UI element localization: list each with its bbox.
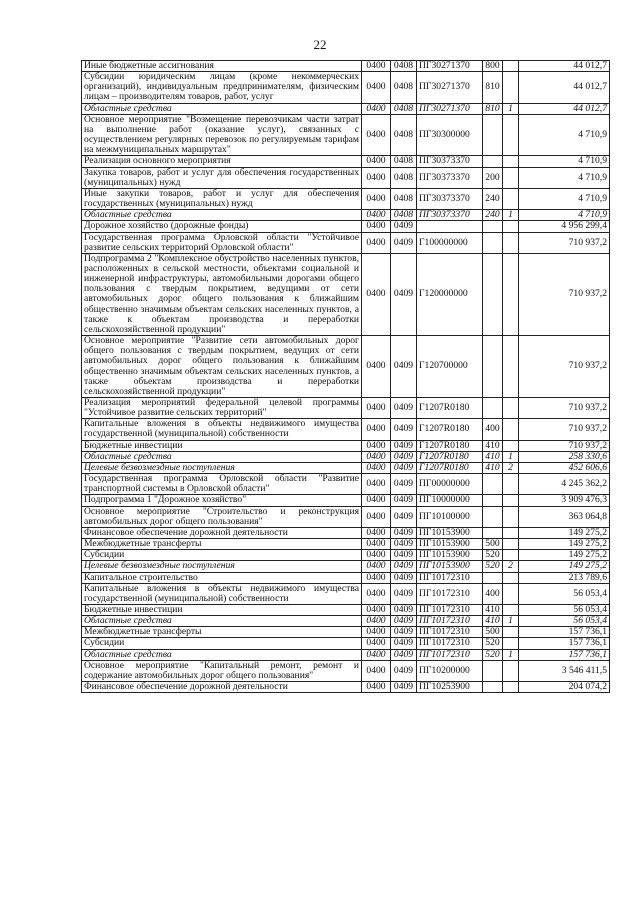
amount-cell: 157 736,1 — [519, 649, 610, 660]
expense-type-cell — [483, 474, 503, 495]
target-article-cell: Г1207R0180 — [417, 398, 483, 419]
expense-type-cell: 520 — [483, 649, 503, 660]
table-row — [82, 616, 610, 627]
target-article-cell: ПГ10100000 — [417, 506, 483, 527]
expense-type-cell — [483, 232, 503, 253]
amount-cell: 258 330,6 — [519, 451, 610, 462]
subsection-code-cell: 0409 — [391, 583, 417, 604]
section-code-cell: 0400 — [362, 583, 391, 604]
amount-cell: 4 710,9 — [519, 114, 610, 156]
section-code-cell: 0400 — [362, 527, 391, 538]
item-name-cell: Областные средства — [82, 451, 362, 462]
subsection-code-cell: 0409 — [391, 649, 417, 660]
subsection-code-cell: 0408 — [391, 114, 417, 156]
funding-source-cell — [503, 495, 519, 506]
funding-source-cell — [503, 604, 519, 615]
expense-type-cell — [483, 527, 503, 538]
table-row — [82, 61, 610, 72]
item-name-cell: Целевые безвозмездные поступления — [82, 561, 362, 572]
item-name-cell: Капитальное строительство — [82, 572, 362, 583]
expense-type-cell — [483, 114, 503, 156]
table-row — [82, 336, 610, 398]
expense-type-cell: 410 — [483, 462, 503, 473]
subsection-code-cell: 0409 — [391, 682, 417, 693]
item-name-cell: Областные средства — [82, 103, 362, 114]
funding-source-cell — [503, 440, 519, 451]
subsection-code-cell: 0409 — [391, 398, 417, 419]
target-article-cell: ПГ30271370 — [417, 61, 483, 72]
amount-cell: 3 909 476,3 — [519, 495, 610, 506]
subsection-code-cell: 0409 — [391, 495, 417, 506]
funding-source-cell — [503, 506, 519, 527]
section-code-cell: 0400 — [362, 221, 391, 232]
section-code-cell: 0400 — [362, 156, 391, 167]
subsection-code-cell: 0409 — [391, 232, 417, 253]
section-code-cell: 0400 — [362, 114, 391, 156]
item-name-cell: Основное мероприятие "Строительство и реконструкция автомобильных дорог общего пользования" — [82, 506, 362, 527]
item-name-cell: Основное мероприятие "Развитие сети автомобильных дорог общего пользования с твердым покрытием, ведущих от сети автомобильных дорог общего пользования к ближайшим общественно значимым объектам сельских населенных пунктов, а также объектам производства и переработки сельскохозяйственной продукции" — [82, 336, 362, 398]
subsection-code-cell: 0409 — [391, 451, 417, 462]
budget-table-body — [82, 61, 610, 693]
expense-type-cell: 240 — [483, 210, 503, 221]
subsection-code-cell: 0408 — [391, 61, 417, 72]
funding-source-cell — [503, 419, 519, 440]
item-name-cell: Межбюджетные трансферты — [82, 539, 362, 550]
amount-cell: 4 245 362,2 — [519, 474, 610, 495]
amount-cell: 149 275,2 — [519, 527, 610, 538]
subsection-code-cell: 0409 — [391, 419, 417, 440]
target-article-cell: Г1207R0180 — [417, 451, 483, 462]
table-row — [82, 451, 610, 462]
subsection-code-cell: 0409 — [391, 253, 417, 335]
amount-cell: 44 012,7 — [519, 61, 610, 72]
subsection-code-cell: 0409 — [391, 561, 417, 572]
funding-source-cell — [503, 527, 519, 538]
section-code-cell: 0400 — [362, 232, 391, 253]
expense-type-cell: 200 — [483, 167, 503, 188]
table-row — [82, 474, 610, 495]
amount-cell: 4 710,9 — [519, 188, 610, 209]
expense-type-cell: 520 — [483, 550, 503, 561]
item-name-cell: Подпрограмма 2 "Комплексное обустройство населенных пунктов, расположенных в сельской местности, объектами социальной и инженерной инфраструктуры, автомобильными дорогами общего пользования с твердым покрытием, ведущими от сети автомобильных дорог общего пользования к ближайшим общественно значимым объектам сельских населенных пунктов, а также к объектам производства и переработки сельскохозяйственной продукции" — [82, 253, 362, 335]
amount-cell: 4 710,9 — [519, 156, 610, 167]
subsection-code-cell: 0408 — [391, 72, 417, 103]
table-row — [82, 539, 610, 550]
target-article-cell: ПГ30300000 — [417, 114, 483, 156]
amount-cell: 44 012,7 — [519, 72, 610, 103]
section-code-cell: 0400 — [362, 253, 391, 335]
amount-cell: 452 606,6 — [519, 462, 610, 473]
funding-source-cell — [503, 156, 519, 167]
section-code-cell: 0400 — [362, 572, 391, 583]
target-article-cell: ПГ00000000 — [417, 474, 483, 495]
item-name-cell: Реализация мероприятий федеральной целевой программы "Устойчивое развитие сельских территорий" — [82, 398, 362, 419]
item-name-cell: Закупка товаров, работ и услуг для обеспечения государственных (муниципальных) нужд — [82, 167, 362, 188]
amount-cell: 213 789,6 — [519, 572, 610, 583]
target-article-cell: ПГ30373370 — [417, 210, 483, 221]
table-row — [82, 221, 610, 232]
expense-type-cell — [483, 336, 503, 398]
table-row — [82, 638, 610, 649]
funding-source-cell — [503, 167, 519, 188]
table-row — [82, 462, 610, 473]
subsection-code-cell: 0409 — [391, 572, 417, 583]
expense-type-cell: 810 — [483, 103, 503, 114]
funding-source-cell — [503, 221, 519, 232]
target-article-cell: ПГ10172310 — [417, 572, 483, 583]
funding-source-cell: 1 — [503, 451, 519, 462]
section-code-cell: 0400 — [362, 210, 391, 221]
budget-table — [81, 60, 610, 693]
item-name-cell: Субсидии — [82, 550, 362, 561]
item-name-cell: Субсидии — [82, 638, 362, 649]
item-name-cell: Иные бюджетные ассигнования — [82, 61, 362, 72]
section-code-cell: 0400 — [362, 495, 391, 506]
section-code-cell: 0400 — [362, 660, 391, 681]
section-code-cell: 0400 — [362, 627, 391, 638]
item-name-cell: Бюджетные инвестиции — [82, 440, 362, 451]
amount-cell: 710 937,2 — [519, 398, 610, 419]
expense-type-cell: 400 — [483, 583, 503, 604]
item-name-cell: Областные средства — [82, 616, 362, 627]
item-name-cell: Капитальные вложения в объекты недвижимого имущества государственной (муниципальной) собственности — [82, 583, 362, 604]
table-row — [82, 156, 610, 167]
expense-type-cell — [483, 156, 503, 167]
item-name-cell: Капитальные вложения в объекты недвижимого имущества государственной (муниципальной) собственности — [82, 419, 362, 440]
funding-source-cell — [503, 627, 519, 638]
target-article-cell: ПГ30271370 — [417, 103, 483, 114]
table-row — [82, 103, 610, 114]
funding-source-cell — [503, 114, 519, 156]
section-code-cell: 0400 — [362, 61, 391, 72]
table-row — [82, 167, 610, 188]
target-article-cell: Г1207R0180 — [417, 462, 483, 473]
expense-type-cell: 410 — [483, 451, 503, 462]
funding-source-cell: 1 — [503, 103, 519, 114]
amount-cell: 44 012,7 — [519, 103, 610, 114]
target-article-cell: ПГ10000000 — [417, 495, 483, 506]
section-code-cell: 0400 — [362, 561, 391, 572]
funding-source-cell — [503, 572, 519, 583]
expense-type-cell: 400 — [483, 419, 503, 440]
item-name-cell: Государственная программа Орловской области "Развитие транспортной системы в Орловской области" — [82, 474, 362, 495]
expense-type-cell: 500 — [483, 627, 503, 638]
subsection-code-cell: 0409 — [391, 462, 417, 473]
funding-source-cell — [503, 583, 519, 604]
funding-source-cell — [503, 253, 519, 335]
table-row — [82, 210, 610, 221]
expense-type-cell: 520 — [483, 561, 503, 572]
table-row — [82, 114, 610, 156]
section-code-cell: 0400 — [362, 649, 391, 660]
amount-cell: 710 937,2 — [519, 253, 610, 335]
page-number: 22 — [313, 37, 327, 52]
target-article-cell: ПГ10172310 — [417, 616, 483, 627]
subsection-code-cell: 0409 — [391, 527, 417, 538]
expense-type-cell — [483, 253, 503, 335]
target-article-cell: ПГ10153900 — [417, 539, 483, 550]
table-row — [82, 232, 610, 253]
table-row — [82, 604, 610, 615]
item-name-cell: Иные закупки товаров, работ и услуг для обеспечения государственных (муниципальных) нужд — [82, 188, 362, 209]
table-row — [82, 682, 610, 693]
funding-source-cell — [503, 61, 519, 72]
section-code-cell: 0400 — [362, 103, 391, 114]
amount-cell: 710 937,2 — [519, 232, 610, 253]
target-article-cell: ПГ30373370 — [417, 188, 483, 209]
section-code-cell: 0400 — [362, 72, 391, 103]
funding-source-cell — [503, 660, 519, 681]
item-name-cell: Основное мероприятие "Капитальный ремонт, ремонт и содержание автомобильных дорог общего пользования" — [82, 660, 362, 681]
section-code-cell: 0400 — [362, 474, 391, 495]
subsection-code-cell: 0408 — [391, 167, 417, 188]
amount-cell: 710 937,2 — [519, 419, 610, 440]
expense-type-cell: 520 — [483, 638, 503, 649]
item-name-cell: Государственная программа Орловской области "Устойчивое развитие сельских территорий Орловской области" — [82, 232, 362, 253]
subsection-code-cell: 0408 — [391, 103, 417, 114]
funding-source-cell — [503, 232, 519, 253]
expense-type-cell — [483, 221, 503, 232]
target-article-cell: ПГ30373370 — [417, 167, 483, 188]
amount-cell: 710 937,2 — [519, 440, 610, 451]
funding-source-cell — [503, 539, 519, 550]
amount-cell: 149 275,2 — [519, 539, 610, 550]
table-row — [82, 561, 610, 572]
amount-cell: 4 956 299,4 — [519, 221, 610, 232]
section-code-cell: 0400 — [362, 604, 391, 615]
expense-type-cell — [483, 495, 503, 506]
section-code-cell: 0400 — [362, 616, 391, 627]
item-name-cell: Целевые безвозмездные поступления — [82, 462, 362, 473]
target-article-cell: ПГ10172310 — [417, 638, 483, 649]
target-article-cell: ПГ30373370 — [417, 156, 483, 167]
expense-type-cell: 410 — [483, 440, 503, 451]
item-name-cell: Финансовое обеспечение дорожной деятельности — [82, 527, 362, 538]
amount-cell: 3 546 411,5 — [519, 660, 610, 681]
subsection-code-cell: 0409 — [391, 550, 417, 561]
table-row — [82, 527, 610, 538]
target-article-cell: Г100000000 — [417, 232, 483, 253]
subsection-code-cell: 0408 — [391, 156, 417, 167]
subsection-code-cell: 0409 — [391, 221, 417, 232]
funding-source-cell — [503, 188, 519, 209]
table-row — [82, 419, 610, 440]
table-row — [82, 398, 610, 419]
expense-type-cell: 800 — [483, 61, 503, 72]
amount-cell: 56 053,4 — [519, 616, 610, 627]
amount-cell: 157 736,1 — [519, 638, 610, 649]
table-row — [82, 660, 610, 681]
table-row — [82, 72, 610, 103]
section-code-cell: 0400 — [362, 167, 391, 188]
expense-type-cell — [483, 506, 503, 527]
item-name-cell: Финансовое обеспечение дорожной деятельности — [82, 682, 362, 693]
item-name-cell: Подпрограмма 1 "Дорожное хозяйство" — [82, 495, 362, 506]
subsection-code-cell: 0409 — [391, 336, 417, 398]
target-article-cell: ПГ10253900 — [417, 682, 483, 693]
section-code-cell: 0400 — [362, 682, 391, 693]
funding-source-cell — [503, 336, 519, 398]
amount-cell: 204 074,2 — [519, 682, 610, 693]
amount-cell: 4 710,9 — [519, 167, 610, 188]
target-article-cell: ПГ10172310 — [417, 604, 483, 615]
section-code-cell: 0400 — [362, 550, 391, 561]
expense-type-cell: 410 — [483, 604, 503, 615]
funding-source-cell — [503, 638, 519, 649]
table-row — [82, 550, 610, 561]
expense-type-cell — [483, 660, 503, 681]
section-code-cell: 0400 — [362, 188, 391, 209]
funding-source-cell: 1 — [503, 210, 519, 221]
section-code-cell: 0400 — [362, 462, 391, 473]
subsection-code-cell: 0409 — [391, 627, 417, 638]
target-article-cell: ПГ10153900 — [417, 550, 483, 561]
amount-cell: 149 275,2 — [519, 550, 610, 561]
expense-type-cell — [483, 398, 503, 419]
section-code-cell: 0400 — [362, 451, 391, 462]
funding-source-cell — [503, 72, 519, 103]
table-row — [82, 649, 610, 660]
item-name-cell: Областные средства — [82, 649, 362, 660]
amount-cell: 363 064,8 — [519, 506, 610, 527]
subsection-code-cell: 0409 — [391, 638, 417, 649]
funding-source-cell: 1 — [503, 616, 519, 627]
subsection-code-cell: 0409 — [391, 506, 417, 527]
target-article-cell: Г1207R0180 — [417, 419, 483, 440]
subsection-code-cell: 0408 — [391, 188, 417, 209]
item-name-cell: Субсидии юридическим лицам (кроме некоммерческих организаций), индивидуальным предпринимателям, физическим лицам – производителям товаров, работ, услуг — [82, 72, 362, 103]
target-article-cell: Г1207R0180 — [417, 440, 483, 451]
table-row — [82, 506, 610, 527]
table-row — [82, 495, 610, 506]
target-article-cell — [417, 221, 483, 232]
item-name-cell: Межбюджетные трансферты — [82, 627, 362, 638]
amount-cell: 157 736,1 — [519, 627, 610, 638]
subsection-code-cell: 0409 — [391, 474, 417, 495]
target-article-cell: Г120000000 — [417, 253, 483, 335]
table-row — [82, 627, 610, 638]
item-name-cell: Бюджетные инвестиции — [82, 604, 362, 615]
table-row — [82, 440, 610, 451]
section-code-cell: 0400 — [362, 336, 391, 398]
target-article-cell: ПГ30271370 — [417, 72, 483, 103]
target-article-cell: Г120700000 — [417, 336, 483, 398]
target-article-cell: ПГ10153900 — [417, 561, 483, 572]
expense-type-cell: 500 — [483, 539, 503, 550]
item-name-cell: Реализация основного мероприятия — [82, 156, 362, 167]
subsection-code-cell: 0409 — [391, 604, 417, 615]
funding-source-cell: 1 — [503, 649, 519, 660]
item-name-cell: Областные средства — [82, 210, 362, 221]
section-code-cell: 0400 — [362, 398, 391, 419]
section-code-cell: 0400 — [362, 506, 391, 527]
target-article-cell: ПГ10172310 — [417, 627, 483, 638]
funding-source-cell: 2 — [503, 462, 519, 473]
subsection-code-cell: 0409 — [391, 660, 417, 681]
funding-source-cell — [503, 474, 519, 495]
section-code-cell: 0400 — [362, 638, 391, 649]
expense-type-cell — [483, 572, 503, 583]
expense-type-cell: 240 — [483, 188, 503, 209]
subsection-code-cell: 0409 — [391, 440, 417, 451]
table-row — [82, 188, 610, 209]
item-name-cell: Основное мероприятие "Возмещение перевозчикам части затрат на выполнение работ (оказание услуг), связанных с осуществлением регулярных перевозок по регулируемым тарифам на межмуниципальных маршрутах" — [82, 114, 362, 156]
target-article-cell: ПГ10153900 — [417, 527, 483, 538]
funding-source-cell — [503, 550, 519, 561]
section-code-cell: 0400 — [362, 440, 391, 451]
section-code-cell: 0400 — [362, 539, 391, 550]
table-row — [82, 572, 610, 583]
funding-source-cell: 2 — [503, 561, 519, 572]
subsection-code-cell: 0409 — [391, 539, 417, 550]
target-article-cell: ПГ10172310 — [417, 583, 483, 604]
expense-type-cell: 410 — [483, 616, 503, 627]
subsection-code-cell: 0409 — [391, 616, 417, 627]
amount-cell: 56 053,4 — [519, 604, 610, 615]
item-name-cell: Дорожное хозяйство (дорожные фонды) — [82, 221, 362, 232]
subsection-code-cell: 0408 — [391, 210, 417, 221]
target-article-cell: ПГ10172310 — [417, 649, 483, 660]
amount-cell: 710 937,2 — [519, 336, 610, 398]
expense-type-cell: 810 — [483, 72, 503, 103]
table-row — [82, 253, 610, 335]
funding-source-cell — [503, 398, 519, 419]
section-code-cell: 0400 — [362, 419, 391, 440]
amount-cell: 149 275,2 — [519, 561, 610, 572]
expense-type-cell — [483, 682, 503, 693]
amount-cell: 4 710,9 — [519, 210, 610, 221]
funding-source-cell — [503, 682, 519, 693]
table-row — [82, 583, 610, 604]
target-article-cell: ПГ10200000 — [417, 660, 483, 681]
amount-cell: 56 053,4 — [519, 583, 610, 604]
